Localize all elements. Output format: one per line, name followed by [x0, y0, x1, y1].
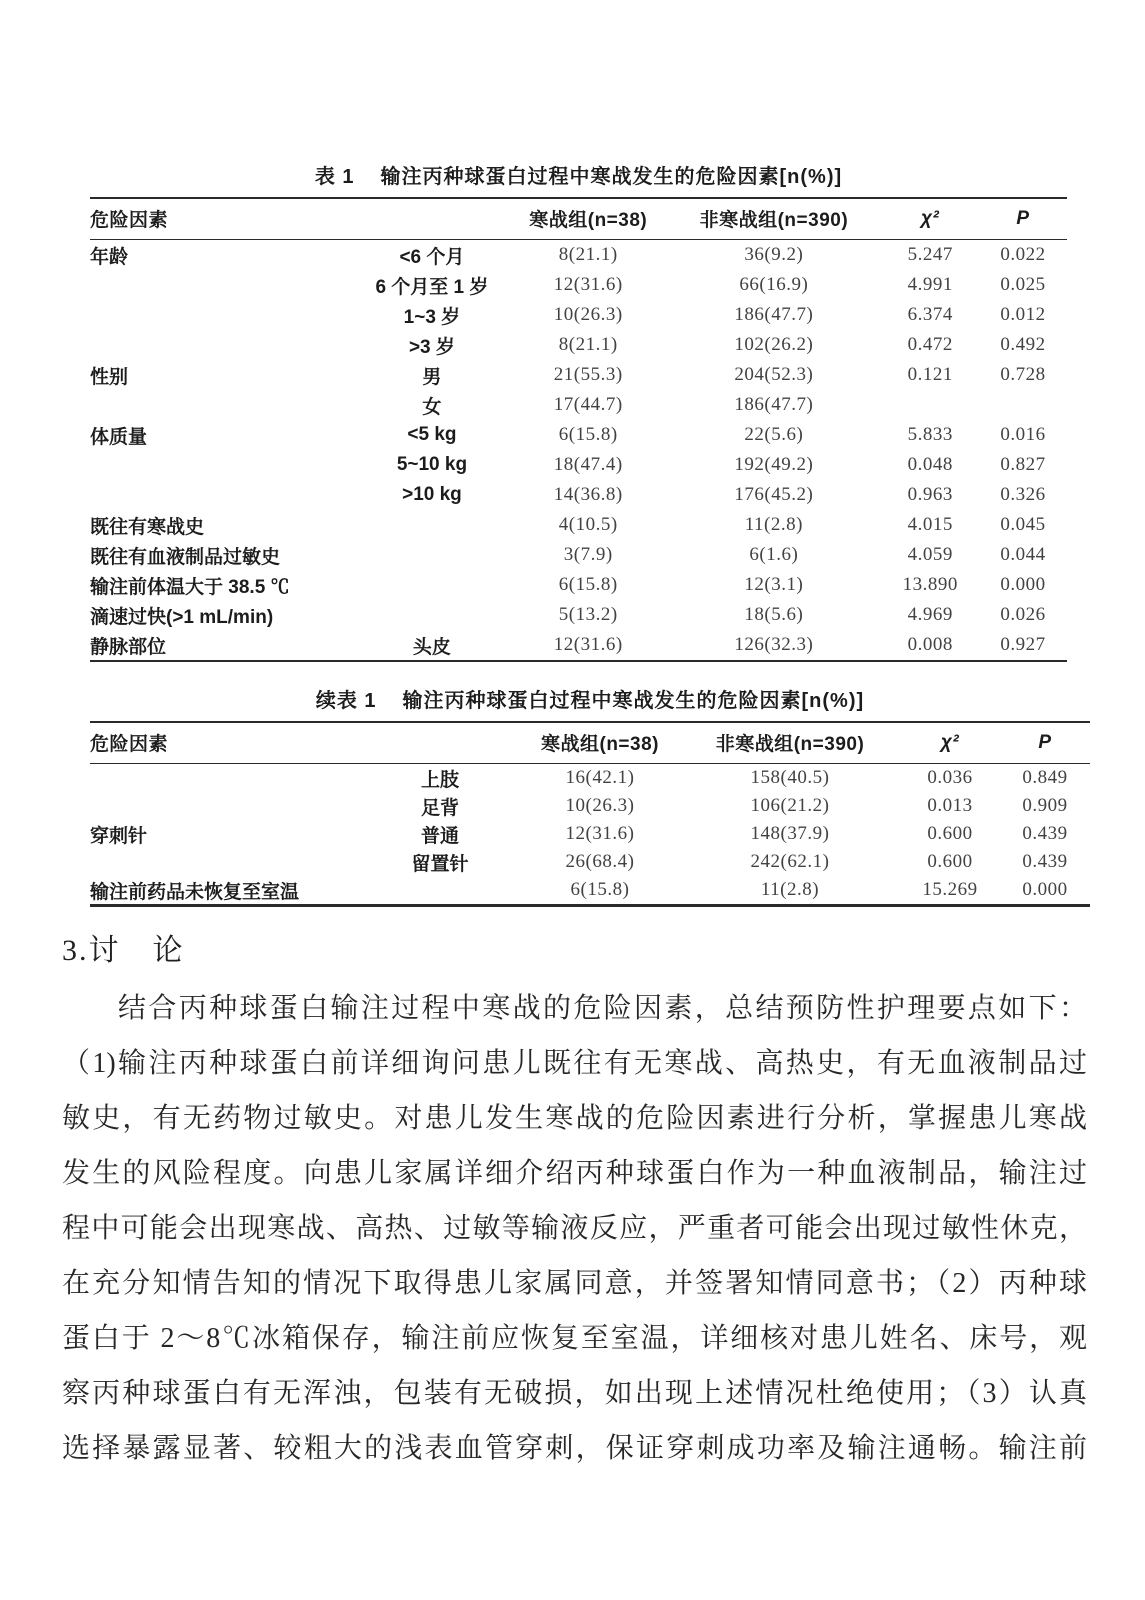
cell-chill: 10(26.3) — [565, 795, 635, 816]
table1-caption — [90, 160, 1067, 189]
cell-category: 留置针 — [411, 853, 469, 875]
cell-p: 0.016 — [1000, 424, 1046, 445]
cell-category: 足背 — [420, 797, 459, 819]
cell-category: >3 岁 — [408, 336, 455, 358]
cell-p: 0.044 — [1000, 544, 1046, 565]
paragraph-line: 察丙种球蛋白有无浑浊，包装有无破损，如出现上述情况杜绝使用；（3）认真 — [62, 1378, 1087, 1409]
table1-continued-caption-text: 输注丙种球蛋白过程中寒战发生的危险因素[n(%)] — [402, 690, 865, 712]
cell-category: 5~10 kg — [396, 454, 468, 475]
cell-factor: 既往有血液制品过敏史 — [90, 546, 281, 568]
cell-chi: 15.269 — [922, 879, 978, 900]
col-header-chill-group: 寒战组(n=38) — [520, 722, 680, 764]
col-header-p-value: P — [1000, 722, 1090, 764]
cell-chi: 0.048 — [907, 454, 953, 475]
cell-chill: 12(31.6) — [553, 274, 623, 295]
cell-factor — [90, 848, 360, 876]
table-row — [90, 330, 1067, 360]
table-row — [90, 300, 1067, 330]
table-row — [90, 764, 1090, 793]
cell-chi: 13.890 — [902, 574, 958, 595]
cell-factor — [90, 450, 354, 480]
cell-p: 0.022 — [1000, 244, 1046, 265]
col-header-nonchill-group: 非寒战组(n=390) — [666, 198, 881, 240]
cell-factor: 体质量 — [90, 426, 148, 448]
cell-p: 0.000 — [1022, 879, 1068, 900]
cell-category — [354, 600, 510, 630]
cell-factor — [90, 300, 354, 330]
cell-nonchill: 192(49.2) — [734, 454, 814, 475]
cell-chill: 12(31.6) — [565, 823, 635, 844]
col-header-chi-square: χ² — [881, 198, 979, 240]
table-row — [90, 792, 1090, 820]
cell-nonchill: 22(5.6) — [744, 424, 804, 445]
table-row — [90, 600, 1067, 630]
cell-chill: 5(13.2) — [558, 604, 618, 625]
cell-factor: 穿刺针 — [90, 825, 148, 847]
cell-chi: 0.472 — [907, 334, 953, 355]
cell-nonchill: 66(16.9) — [739, 274, 809, 295]
cell-chi: 0.600 — [927, 851, 973, 872]
cell-nonchill: 158(40.5) — [750, 767, 830, 788]
cell-chill: 6(15.8) — [558, 574, 618, 595]
cell-chill: 8(21.1) — [558, 244, 618, 265]
cell-nonchill: 18(5.6) — [744, 604, 804, 625]
table1-continued-caption — [90, 684, 1090, 713]
cell-nonchill: 186(47.7) — [734, 304, 814, 325]
paragraph-line: 敏史，有无药物过敏史。对患儿发生寒战的危险因素进行分析，掌握患儿寒战 — [62, 1103, 1087, 1134]
paragraph-line: 在充分知情告知的情况下取得患儿家属同意，并签署知情同意书；（2）丙种球 — [62, 1268, 1087, 1299]
cell-p: 0.439 — [1022, 851, 1068, 872]
table-row — [90, 420, 1067, 450]
cell-chi — [881, 390, 979, 420]
cell-chill: 14(36.8) — [553, 484, 623, 505]
cell-category — [360, 876, 520, 906]
cell-p: 0.012 — [1000, 304, 1046, 325]
table1-continued-caption-label: 续表 1 — [315, 690, 377, 712]
cell-p: 0.326 — [1000, 484, 1046, 505]
table1-continued-block — [90, 684, 1090, 907]
table-row — [90, 450, 1067, 480]
cell-factor — [90, 330, 354, 360]
col-header-factor: 危险因素 — [90, 198, 510, 240]
table1-caption-label: 表 1 — [314, 166, 355, 188]
col-header-factor: 危险因素 — [90, 722, 520, 764]
cell-chill: 8(21.1) — [558, 334, 618, 355]
cell-nonchill: 102(26.2) — [734, 334, 814, 355]
section-heading-discussion: 3.讨 论 — [62, 934, 185, 967]
cell-p: 0.000 — [1000, 574, 1046, 595]
cell-p: 0.849 — [1022, 767, 1068, 788]
risk-factors-table-continued — [90, 721, 1090, 907]
cell-chi: 0.036 — [927, 767, 973, 788]
cell-p: 0.045 — [1000, 514, 1046, 535]
table1-header-row — [90, 198, 1067, 240]
cell-chi: 5.833 — [907, 424, 953, 445]
table-row — [90, 848, 1090, 876]
cell-nonchill: 204(52.3) — [734, 364, 814, 385]
cell-chi: 6.374 — [907, 304, 953, 325]
cell-factor — [90, 390, 354, 420]
discussion-paragraph — [62, 981, 1087, 1476]
cell-chi: 0.008 — [907, 634, 953, 655]
cell-nonchill: 242(62.1) — [750, 851, 830, 872]
cell-category: 6 个月至 1 岁 — [375, 276, 489, 298]
cell-factor — [90, 480, 354, 510]
cell-nonchill: 6(1.6) — [749, 544, 799, 565]
cell-chi: 4.059 — [907, 544, 953, 565]
cell-category — [354, 540, 510, 570]
cell-category — [354, 510, 510, 540]
paragraph-line: 发生的风险程度。向患儿家属详细介绍丙种球蛋白作为一种血液制品，输注过 — [62, 1158, 1087, 1189]
cell-nonchill: 186(47.7) — [734, 394, 814, 415]
cell-chill: 16(42.1) — [565, 767, 635, 788]
cell-category: <6 个月 — [399, 246, 465, 268]
cell-nonchill: 176(45.2) — [734, 484, 814, 505]
cell-factor: 年龄 — [90, 246, 129, 268]
cell-nonchill: 11(2.8) — [760, 879, 820, 900]
cell-chi: 4.969 — [907, 604, 953, 625]
cell-p: 0.025 — [1000, 274, 1046, 295]
cell-category — [354, 570, 510, 600]
cell-chill: 26(68.4) — [565, 851, 635, 872]
cell-factor — [90, 764, 360, 793]
cell-p: 0.026 — [1000, 604, 1046, 625]
table-row — [90, 360, 1067, 390]
table-row — [90, 630, 1067, 661]
table-row — [90, 480, 1067, 510]
cell-chill: 6(15.8) — [570, 879, 630, 900]
table-row — [90, 820, 1090, 848]
cell-chill: 3(7.9) — [563, 544, 613, 565]
cell-chi: 0.121 — [907, 364, 953, 385]
table-row — [90, 270, 1067, 300]
table-row — [90, 876, 1090, 906]
cell-p: 0.492 — [1000, 334, 1046, 355]
cell-chill: 4(10.5) — [558, 514, 618, 535]
cell-factor: 输注前体温大于 38.5 ℃ — [90, 576, 290, 598]
table-row — [90, 240, 1067, 271]
col-header-nonchill-group: 非寒战组(n=390) — [680, 722, 900, 764]
cell-p: 0.827 — [1000, 454, 1046, 475]
cell-category: 头皮 — [412, 636, 451, 658]
cell-category: 普通 — [420, 825, 459, 847]
cell-chi: 0.013 — [927, 795, 973, 816]
cell-p — [979, 390, 1067, 420]
cell-chill: 12(31.6) — [553, 634, 623, 655]
cell-factor: 滴速过快(>1 mL/min) — [90, 606, 274, 628]
paragraph-line: （1)输注丙种球蛋白前详细询问患儿既往有无寒战、高热史，有无血液制品过 — [62, 1048, 1087, 1079]
cell-chi: 5.247 — [907, 244, 953, 265]
cell-factor: 输注前药品未恢复至室温 — [90, 881, 300, 903]
paragraph-line: 蛋白于 2～8℃冰箱保存，输注前应恢复至室温，详细核对患儿姓名、床号，观 — [62, 1323, 1087, 1354]
cell-chill: 10(26.3) — [553, 304, 623, 325]
cell-p: 0.927 — [1000, 634, 1046, 655]
cell-category: 女 — [422, 396, 442, 418]
cell-p: 0.439 — [1022, 823, 1068, 844]
cell-chill: 6(15.8) — [558, 424, 618, 445]
paragraph-line: 结合丙种球蛋白输注过程中寒战的危险因素，总结预防性护理要点如下： — [118, 993, 1087, 1024]
cell-factor — [90, 270, 354, 300]
table-row — [90, 390, 1067, 420]
cell-p: 0.909 — [1022, 795, 1068, 816]
cell-chill: 21(55.3) — [553, 364, 623, 385]
cell-category: 男 — [422, 366, 442, 388]
cell-nonchill: 126(32.3) — [734, 634, 814, 655]
table1-caption-text: 输注丙种球蛋白过程中寒战发生的危险因素[n(%)] — [380, 166, 843, 188]
table-row — [90, 510, 1067, 540]
cell-nonchill: 12(3.1) — [744, 574, 804, 595]
cell-factor: 静脉部位 — [90, 636, 167, 658]
paragraph-line: 选择暴露显著、较粗大的浅表血管穿刺，保证穿刺成功率及输注通畅。输注前 — [62, 1433, 1087, 1464]
col-header-chi-square: χ² — [900, 722, 1000, 764]
paragraph-line: 程中可能会出现寒战、高热、过敏等输液反应，严重者可能会出现过敏性休克， — [62, 1213, 1087, 1244]
cell-factor — [90, 792, 360, 820]
col-header-p-value: P — [979, 198, 1067, 240]
cell-p: 0.728 — [1000, 364, 1046, 385]
cell-chill: 18(47.4) — [553, 454, 623, 475]
cell-chi: 0.963 — [907, 484, 953, 505]
cell-category: <5 kg — [407, 424, 457, 445]
cell-nonchill: 148(37.9) — [750, 823, 830, 844]
cell-chi: 0.600 — [927, 823, 973, 844]
cell-factor: 既往有寒战史 — [90, 516, 205, 538]
cell-chill: 17(44.7) — [553, 394, 623, 415]
cell-nonchill: 106(21.2) — [750, 795, 830, 816]
table-row — [90, 570, 1067, 600]
cell-category: 1~3 岁 — [403, 306, 461, 328]
cell-chi: 4.991 — [907, 274, 953, 295]
table-row — [90, 540, 1067, 570]
table1-block — [90, 160, 1067, 662]
cell-category: >10 kg — [402, 484, 462, 505]
col-header-chill-group: 寒战组(n=38) — [510, 198, 666, 240]
table2-header-row — [90, 722, 1090, 764]
cell-factor: 性别 — [90, 366, 129, 388]
risk-factors-table — [90, 197, 1067, 662]
cell-chi: 4.015 — [907, 514, 953, 535]
cell-nonchill: 11(2.8) — [744, 514, 803, 535]
cell-category: 上肢 — [420, 769, 459, 791]
cell-nonchill: 36(9.2) — [744, 244, 804, 265]
